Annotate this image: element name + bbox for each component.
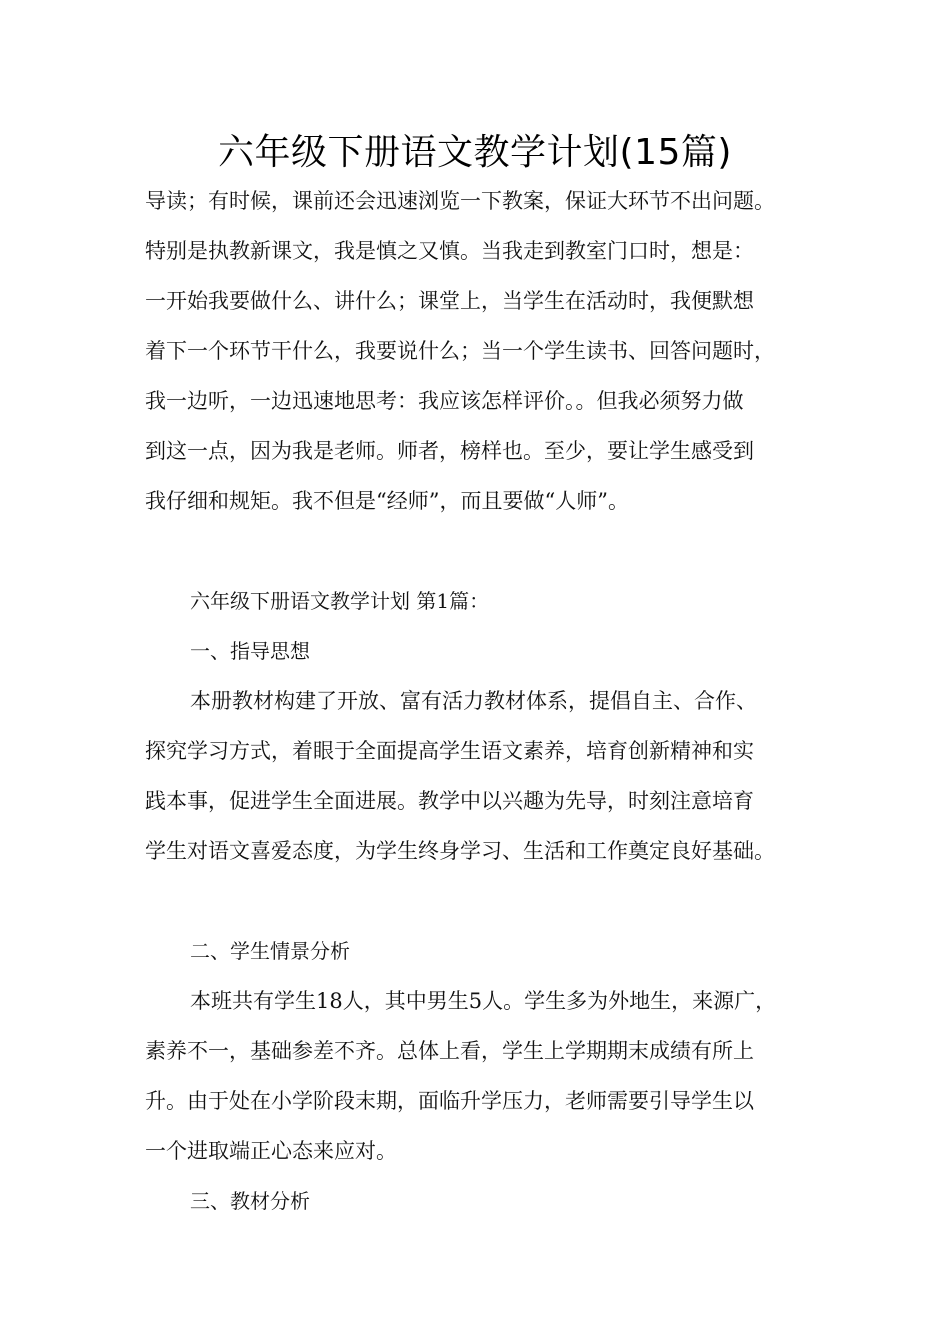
- section-1-line-2: 探究学习方式，着眼于全面提高学生语文素养，培育创新精神和实: [145, 739, 754, 763]
- section-1-heading: 一、指导思想: [190, 639, 310, 663]
- section-3-heading: 三、教材分析: [190, 1189, 310, 1213]
- intro-line-7: 我仔细和规矩。我不但是“经师”，而且要做“人师”。: [145, 489, 629, 513]
- intro-line-1: 导读；有时候，课前还会迅速浏览一下教案，保证大环节不出问题。: [145, 189, 775, 213]
- document-title: 六年级下册语文教学计划(15篇): [218, 132, 732, 173]
- section-2-line-3: 升。由于处在小学阶段末期，面临升学压力，老师需要引导学生以: [145, 1089, 754, 1113]
- intro-line-6: 到这一点，因为我是老师。师者，榜样也。至少，要让学生感受到: [145, 439, 754, 463]
- section-2-line-1: 本班共有学生18人，其中男生5人。学生多为外地生，来源广，: [190, 989, 777, 1013]
- section-2-line-4: 一个进取端正心态来应对。: [145, 1139, 397, 1163]
- section-2-heading: 二、学生情景分析: [190, 939, 350, 963]
- intro-line-5: 我一边听，一边迅速地思考：我应该怎样评价。。但我必须努力做: [145, 389, 744, 413]
- chapter-heading: 六年级下册语文教学计划 第1篇：: [190, 589, 490, 613]
- intro-line-3: 一开始我要做什么、讲什么；课堂上，当学生在活动时，我便默想: [145, 289, 754, 313]
- section-1-line-1: 本册教材构建了开放、富有活力教材体系，提倡自主、合作、: [190, 689, 757, 713]
- intro-line-4: 着下一个环节干什么，我要说什么；当一个学生读书、回答问题时，: [145, 339, 775, 363]
- section-2-line-2: 素养不一，基础参差不齐。总体上看，学生上学期期末成绩有所上: [145, 1039, 754, 1063]
- section-1-line-3: 践本事，促进学生全面进展。教学中以兴趣为先导，时刻注意培育: [145, 789, 754, 813]
- section-1-line-4: 学生对语文喜爱态度，为学生终身学习、生活和工作奠定良好基础。: [145, 839, 775, 863]
- intro-line-2: 特别是执教新课文，我是慎之又慎。当我走到教室门口时，想是：: [145, 239, 754, 263]
